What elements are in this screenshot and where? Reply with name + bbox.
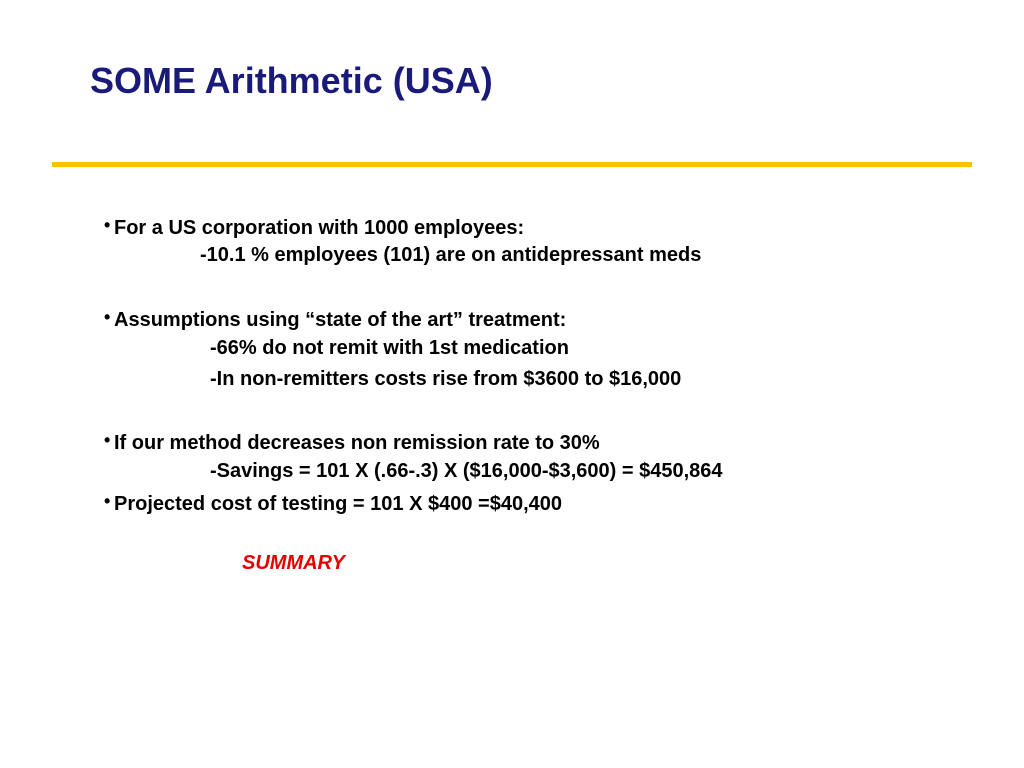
sub-bullet-costs: -In non-remitters costs rise from $3600 to $16,000 xyxy=(210,368,682,390)
bullet-dot-icon: • xyxy=(104,430,111,450)
bullet-assumptions xyxy=(104,302,566,335)
bullet-text: For a US corporation with 1000 employees: xyxy=(114,217,525,239)
sub-bullet-antidepressant: -10.1 % employees (101) are on antidepressant meds xyxy=(200,244,702,266)
summary-link[interactable]: SUMMARY xyxy=(242,552,345,574)
sub-bullet-remit: -66% do not remit with 1st medication xyxy=(210,337,569,359)
slide-title: SOME Arithmetic (USA) xyxy=(90,60,493,101)
bullet-text: If our method decreases non remission rate to 30% xyxy=(114,432,600,454)
bullet-corporation xyxy=(104,210,524,243)
bullet-testing-cost xyxy=(104,486,562,519)
bullet-dot-icon: • xyxy=(104,491,111,511)
bullet-text: Assumptions using “state of the art” treatment: xyxy=(114,309,567,331)
bullet-dot-icon: • xyxy=(104,307,111,327)
bullet-text: Projected cost of testing = 101 X $400 =$40,400 xyxy=(114,493,563,515)
title-divider xyxy=(52,162,972,167)
sub-bullet-savings: -Savings = 101 X (.66-.3) X ($16,000-$3,600) = $450,864 xyxy=(210,460,723,482)
bullet-method xyxy=(104,425,600,458)
bullet-dot-icon: • xyxy=(104,215,111,235)
